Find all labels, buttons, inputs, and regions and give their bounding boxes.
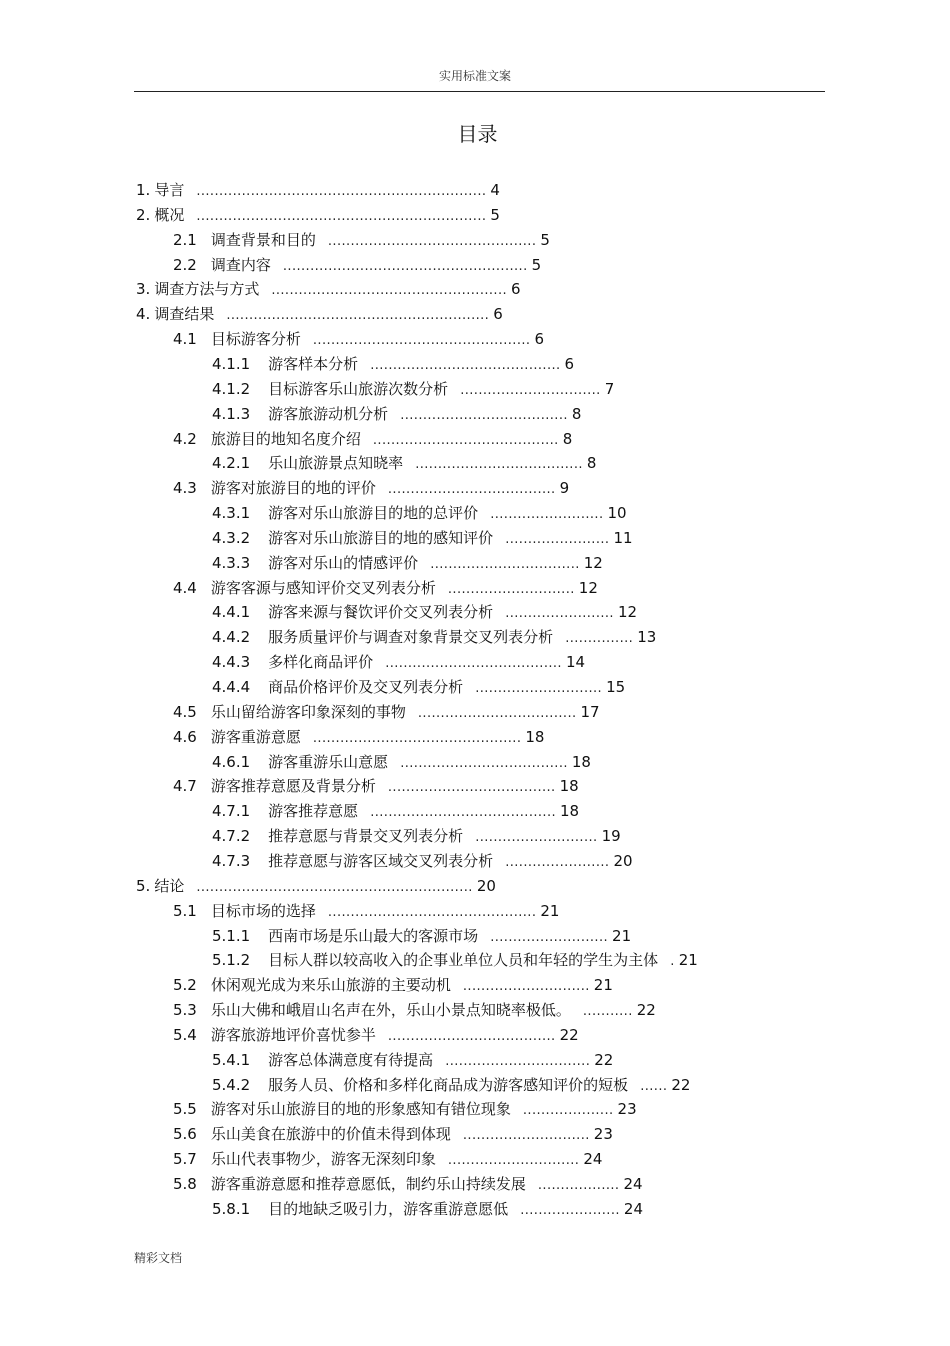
- toc-entry-leader: ...........: [582, 1004, 633, 1019]
- toc-entry-page: 23: [617, 1100, 637, 1118]
- toc-entry-leader: .........................................: [372, 433, 559, 448]
- toc-entry: [212, 402, 581, 426]
- toc-entry-page: 17: [580, 703, 600, 721]
- toc-entry-title: 游客旅游动机分析: [268, 405, 389, 423]
- toc-entry-title: 游客重游意愿: [210, 728, 301, 746]
- toc-entry-title: 结论: [154, 877, 185, 895]
- toc-entry-page: 22: [594, 1051, 614, 1069]
- toc-entry-number: 5.4.2: [212, 1076, 251, 1094]
- toc-entry: [136, 203, 500, 227]
- toc-entry-number: 5.7: [173, 1150, 197, 1168]
- toc-entry-number: 4.6: [173, 728, 197, 746]
- toc-entry: [173, 1172, 643, 1196]
- toc-entry-title: 游客客源与感知评价交叉列表分析: [210, 579, 436, 597]
- toc-entry-title: 游客推荐意愿及背景分析: [210, 777, 376, 795]
- toc-entry-number: 5.2: [173, 976, 197, 994]
- toc-entry: [173, 253, 541, 277]
- toc-entry: [212, 526, 633, 550]
- toc-entry-leader: .....................................: [387, 482, 556, 497]
- toc-entry-number: 5.: [136, 877, 151, 895]
- toc-entry-title: 目标人群以较高收入的企事业单位人员和年轻的学生为主体: [268, 951, 659, 969]
- toc-entry-page: 6: [511, 280, 521, 298]
- toc-entry-number: 4.1.3: [212, 405, 251, 423]
- toc-entry-number: 4.2.1: [212, 454, 251, 472]
- toc-entry-leader: ..............................................: [327, 905, 537, 920]
- toc-entry-leader: .................................: [430, 557, 580, 572]
- toc-entry: [212, 352, 574, 376]
- toc-entry-number: 4.3.2: [212, 529, 251, 547]
- toc-entry-leader: ......................................................: [282, 259, 528, 274]
- toc-entry: [173, 576, 598, 600]
- toc-entry: [173, 998, 656, 1022]
- toc-entry-leader: .......................................: [385, 656, 562, 671]
- toc-entry-page: 5: [531, 256, 542, 274]
- toc-entry-leader: ................................: [445, 1054, 591, 1069]
- toc-entry: [173, 228, 550, 252]
- toc-entry-number: 5.3: [173, 1001, 197, 1019]
- toc-entry-page: 21: [612, 927, 632, 945]
- toc-entry-page: 14: [565, 653, 586, 671]
- toc-entry: [173, 774, 579, 798]
- toc-entry-title: 推荐意愿与背景交叉列表分析: [268, 827, 464, 845]
- toc-entry-number: 4.6.1: [212, 753, 251, 771]
- toc-entry-page: 12: [583, 554, 603, 572]
- toc-entry-page: 22: [559, 1026, 579, 1044]
- toc-entry-number: 5.6: [173, 1125, 197, 1143]
- toc-entry-title: 游客对乐山旅游目的地的形象感知有错位现象: [210, 1100, 511, 1118]
- toc-entry-title: 旅游目的地知名度介绍: [210, 430, 361, 448]
- toc-entry-title: 调查背景和目的: [210, 231, 316, 249]
- toc-entry-title: 游客对乐山旅游目的地的感知评价: [268, 529, 494, 547]
- toc-entry-page: 23: [593, 1125, 613, 1143]
- toc-entry-number: 4.3.1: [212, 504, 251, 522]
- toc-entry-title: 乐山大佛和峨眉山名声在外，乐山小景点知晓率极低。: [210, 1001, 571, 1019]
- toc-entry-leader: ...................................: [417, 706, 577, 721]
- toc-entry-leader: ..............................................: [327, 234, 537, 249]
- toc-entry: [173, 1097, 637, 1121]
- toc-entry-title: 游客样本分析: [268, 355, 359, 373]
- toc-entry-number: 3.: [136, 280, 151, 298]
- toc-entry-leader: ................................................................: [196, 184, 487, 199]
- toc-entry-page: 21: [678, 951, 698, 969]
- toc-entry-title: 游客对乐山旅游目的地的总评价: [268, 504, 479, 522]
- toc-entry-page: 21: [593, 976, 613, 994]
- toc-entry-title: 乐山留给游客印象深刻的事物: [210, 703, 406, 721]
- toc-entry-leader: .............................................................: [196, 880, 473, 895]
- toc-entry: [212, 675, 625, 699]
- toc-entry-title: 调查内容: [210, 256, 271, 274]
- toc-entry: [212, 924, 631, 948]
- toc-entry-page: 11: [613, 529, 633, 547]
- toc-entry-title: 服务质量评价与调查对象背景交叉列表分析: [268, 628, 554, 646]
- toc-entry-leader: .............................: [447, 1153, 580, 1168]
- toc-entry-leader: ............................: [475, 681, 603, 696]
- toc-entry-title: 游客对旅游目的地的评价: [210, 479, 376, 497]
- toc-entry: [173, 725, 544, 749]
- toc-entry-page: 7: [604, 380, 615, 398]
- toc-entry: [136, 302, 503, 326]
- toc-entry: [212, 451, 596, 475]
- toc-entry: [136, 277, 521, 301]
- toc-entry-leader: ................................................: [312, 333, 531, 348]
- toc-entry-leader: ..........................: [490, 930, 609, 945]
- toc-entry-page: 24: [583, 1150, 603, 1168]
- toc-entry: [173, 427, 572, 451]
- toc-entry-page: 4: [490, 181, 500, 199]
- toc-entry-leader: .....................................: [400, 756, 568, 771]
- toc-entry-page: 15: [606, 678, 626, 696]
- toc-entry-leader: ............................: [447, 582, 575, 597]
- toc-entry-number: 4.4.1: [212, 603, 251, 621]
- toc-entry-page: 18: [571, 753, 591, 771]
- toc-entry-page: 6: [493, 305, 503, 323]
- toc-entry-leader: ...........................: [475, 830, 598, 845]
- toc-entry-title: 调查方法与方式: [154, 280, 260, 298]
- toc-entry: [173, 476, 569, 500]
- toc-entry: [212, 600, 637, 624]
- toc-entry-page: 8: [562, 430, 573, 448]
- toc-entry: [136, 178, 500, 202]
- toc-entry: [212, 1073, 690, 1097]
- toc-entry: [212, 625, 656, 649]
- toc-entry-title: 游客推荐意愿: [268, 802, 359, 820]
- toc-entry: [212, 377, 614, 401]
- toc-entry: [212, 1197, 643, 1221]
- toc-entry-number: 4.7.1: [212, 802, 251, 820]
- toc-entry-leader: ....................: [522, 1103, 614, 1118]
- toc-entry-title: 游客总体满意度有待提高: [268, 1051, 434, 1069]
- toc-entry-leader: ..........................................: [370, 358, 561, 373]
- toc-entry-page: 9: [559, 479, 570, 497]
- toc-entry-number: 4.1.2: [212, 380, 251, 398]
- toc-entry-page: 22: [671, 1076, 691, 1094]
- toc-entry-page: 10: [607, 504, 627, 522]
- toc-entry-title: 调查结果: [154, 305, 215, 323]
- toc-entry: [212, 948, 698, 972]
- toc-entry-leader: ......: [640, 1079, 668, 1094]
- toc-entry-title: 目标市场的选择: [210, 902, 316, 920]
- toc-entry: [173, 1122, 613, 1146]
- toc-entry: [173, 700, 600, 724]
- toc-entry: [212, 1048, 613, 1072]
- toc-entry: [212, 799, 579, 823]
- toc-entry-leader: ..........................................................: [226, 308, 490, 323]
- toc-entry-title: 游客旅游地评价喜忧参半: [210, 1026, 376, 1044]
- toc-entry-leader: .....................................: [387, 780, 556, 795]
- toc-entry: [173, 327, 544, 351]
- toc-entry-leader: .....................................: [415, 457, 583, 472]
- toc-entry-number: 4.3.3: [212, 554, 251, 572]
- toc-entry-number: 2.1: [173, 231, 197, 249]
- toc-entry-leader: ................................................................: [196, 209, 487, 224]
- toc-entry-number: 5.1.2: [212, 951, 251, 969]
- toc-entry-leader: .........................................: [370, 805, 557, 820]
- toc-entry-leader: ......................: [520, 1203, 620, 1218]
- toc-entry-title: 目标游客乐山旅游次数分析: [268, 380, 449, 398]
- toc-entry-leader: .........................: [490, 507, 604, 522]
- toc-entry-page: 6: [564, 355, 575, 373]
- toc-entry-leader: ............................: [462, 979, 590, 994]
- toc-entry-leader: .......................: [505, 532, 610, 547]
- toc-entry: [173, 1023, 579, 1047]
- toc-entry-number: 1.: [136, 181, 151, 199]
- toc-entry-number: 5.1.1: [212, 927, 251, 945]
- toc-entry-page: 5: [490, 206, 500, 224]
- toc-entry: [212, 750, 591, 774]
- toc-entry-number: 4.4.4: [212, 678, 251, 696]
- toc-entry: [173, 1147, 602, 1171]
- toc-entry-title: 游客来源与餐饮评价交叉列表分析: [268, 603, 494, 621]
- toc-entry-title: 多样化商品评价: [268, 653, 374, 671]
- toc-entry-number: 5.4.1: [212, 1051, 251, 1069]
- toc-entry-page: 8: [586, 454, 597, 472]
- toc-entry-title: 概况: [154, 206, 185, 224]
- toc-entry: [173, 973, 613, 997]
- toc-entry: [136, 874, 496, 898]
- toc-entry-title: 乐山美食在旅游中的价值未得到体现: [210, 1125, 451, 1143]
- toc-entry-number: 5.8: [173, 1175, 197, 1193]
- toc-entry-page: 12: [617, 603, 638, 621]
- toc-entry-leader: .....................................: [400, 408, 568, 423]
- toc-entry-page: 13: [637, 628, 657, 646]
- toc-entry-title: 游客重游乐山意愿: [268, 753, 389, 771]
- toc-entry: [212, 551, 603, 575]
- toc-entry-number: 5.5: [173, 1100, 197, 1118]
- toc-entry-number: 4.5: [173, 703, 197, 721]
- toc-entry-leader: .......................: [505, 855, 610, 870]
- toc-entry-title: 推荐意愿与游客区域交叉列表分析: [268, 852, 494, 870]
- toc-entry-page: 6: [534, 330, 544, 348]
- toc-entry-number: 5.8.1: [212, 1200, 251, 1218]
- toc-entry: [212, 824, 621, 848]
- toc-entry-title: 目标游客分析: [210, 330, 301, 348]
- toc-entry-number: 5.4: [173, 1026, 197, 1044]
- toc-entry-page: 24: [623, 1175, 643, 1193]
- toc-entry-number: 2.: [136, 206, 151, 224]
- toc-entry-page: 24: [623, 1200, 643, 1218]
- toc-entry-number: 4.1.1: [212, 355, 251, 373]
- toc-entry-title: 商品价格评价及交叉列表分析: [268, 678, 464, 696]
- toc-entry-title: 休闲观光成为来乐山旅游的主要动机: [210, 976, 451, 994]
- page-title: 目录: [457, 122, 498, 146]
- toc-entry-title: 导言: [154, 181, 185, 199]
- toc-entry-leader: ........................: [505, 606, 614, 621]
- toc-entry-page: 18: [560, 802, 580, 820]
- toc-entry-page: 18: [525, 728, 545, 746]
- toc-entry-number: 4.4.3: [212, 653, 251, 671]
- toc-entry-number: 4.7: [173, 777, 197, 795]
- toc-entry-page: 19: [601, 827, 621, 845]
- toc-entry-number: 4.4.2: [212, 628, 251, 646]
- toc-entry-page: 18: [559, 777, 579, 795]
- toc-entry-page: 12: [578, 579, 598, 597]
- toc-entry-number: 4.2: [173, 430, 197, 448]
- toc-entry-page: 20: [613, 852, 633, 870]
- toc-entry-title: 游客重游意愿和推荐意愿低，制约乐山持续发展: [210, 1175, 526, 1193]
- toc-entry: [212, 650, 585, 674]
- toc-entry-number: 4.4: [173, 579, 197, 597]
- toc-entry-page: 5: [540, 231, 550, 249]
- toc-entry-leader: .....................................: [387, 1029, 556, 1044]
- toc-entry-title: 目的地缺乏吸引力，游客重游意愿低: [268, 1200, 509, 1218]
- toc-entry-number: 4.1: [173, 330, 197, 348]
- toc-entry: [212, 849, 633, 873]
- toc-entry-leader: ............................: [462, 1128, 590, 1143]
- toc-entry-page: 8: [571, 405, 582, 423]
- toc-entry-title: 服务人员、价格和多样化商品成为游客感知评价的短板: [268, 1076, 629, 1094]
- toc-entry-number: 5.1: [173, 902, 197, 920]
- toc-entry-number: 4.7.2: [212, 827, 251, 845]
- header-divider: [134, 91, 825, 92]
- toc-entry-number: 2.2: [173, 256, 197, 274]
- toc-entry-leader: ....................................................: [271, 283, 508, 298]
- toc-entry-leader: .: [670, 954, 675, 969]
- toc-entry-leader: ..................: [537, 1178, 620, 1193]
- toc-entry-title: 游客对乐山的情感评价: [268, 554, 419, 572]
- toc-entry-leader: ...............: [565, 631, 634, 646]
- toc-entry: [173, 899, 559, 923]
- toc-entry-number: 4.7.3: [212, 852, 251, 870]
- page-header: 实用标准文案: [438, 69, 511, 83]
- toc-entry-title: 西南市场是乐山最大的客源市场: [268, 927, 479, 945]
- toc-entry-page: 21: [540, 902, 560, 920]
- toc-entry-number: 4.: [136, 305, 151, 323]
- toc-entry-title: 乐山旅游景点知晓率: [268, 454, 404, 472]
- toc-entry-page: 22: [636, 1001, 656, 1019]
- page-footer: 精彩文档: [134, 1251, 183, 1265]
- toc-entry-title: 乐山代表事物少，游客无深刻印象: [210, 1150, 436, 1168]
- toc-entry-leader: ...............................: [460, 383, 601, 398]
- toc-entry: [212, 501, 627, 525]
- toc-entry-number: 4.3: [173, 479, 197, 497]
- toc-entry-leader: ..............................................: [312, 731, 522, 746]
- toc-entry-page: 20: [476, 877, 496, 895]
